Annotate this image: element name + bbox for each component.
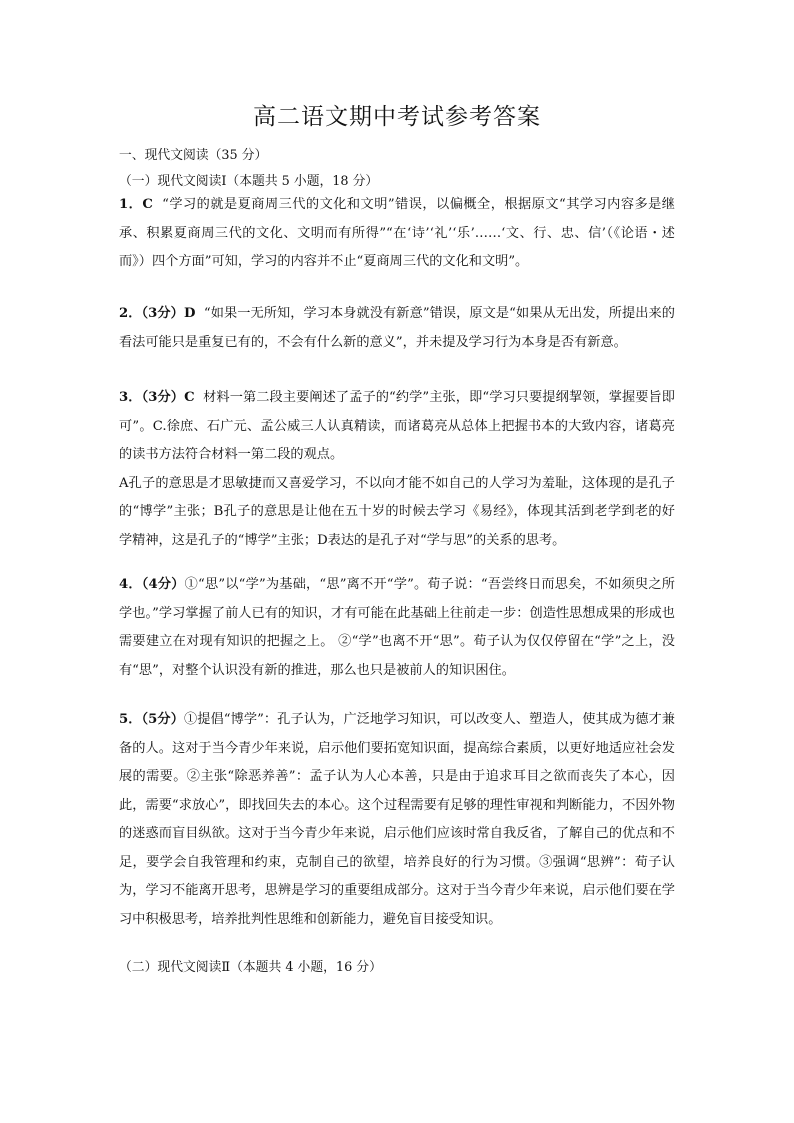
q2-explanation: “如果一无所知，学习本身就没有新意”错误，原文是“如果从无出发，所提出来的看法可能只是重复已有的，不会有什么新的意义”，并未提及学习行为本身是否有新意。 xyxy=(119,306,675,350)
q2-answer: D xyxy=(183,306,196,321)
q4-score: （4分） xyxy=(141,577,185,592)
q5-explanation: ①提倡“博学”：孔子认为，广泛地学习知识，可以改变人、塑造人，使其成为德才兼备的人。这对于当今青少年来说，启示他们要拓宽知识面，提高综合素质，以更好地适应社会发展的需要。②主张“除恶养善”：孟子认为人心本善，只是由于追求耳目之欲而丧失了本心，因此，需要“求放心”，即找回失去的本心。这个过程需要有足够的理性审视和判断能力，不因外物的迷惑而盲目纵欲。这对于当今青少年来说，启示他们应该时常自我反省，了解自己的优点和不足，要学会自我管理和约束，克制自己的欲望，培养良好的行为习惯。③强调“思辨”：荀子认为，学习不能离开思考，思辨是学习的重要组成部分。这对于当今青少年来说，启示他们要在学习中积极思考，培养批判性思维和创新能力，避免盲目接受知识。 xyxy=(119,712,675,927)
answer-3-text xyxy=(119,384,675,470)
section-heading-1: 一、现代文阅读（35 分） xyxy=(119,148,268,163)
subsection-heading-2: （二）现代文阅读Ⅱ（本题共 4 小题，16 分） xyxy=(119,960,382,975)
q1-explanation: “学习的就是夏商周三代的文化和文明”错误，以偏概全，根据原文“其学习内容多是继承、积累夏商周三代的文化、文明而有所得”“在‘诗’‘礼’‘乐’……‘文、行、忠、信’（《论语・述而》）四个方面”可知，学习的内容并不止“夏商周三代的文化和文明”。 xyxy=(119,197,675,269)
answer-4 xyxy=(119,571,675,685)
answer-1 xyxy=(119,191,675,277)
q3-number: 3． xyxy=(119,390,142,405)
q2-number: 2． xyxy=(119,306,142,321)
answer-4-text xyxy=(119,571,675,685)
answer-5 xyxy=(119,706,675,934)
q3-score: （3分） xyxy=(141,390,185,405)
q1-number: 1． xyxy=(119,197,143,212)
q3-explanation: 材料一第二段主要阐述了孟子的“约学”主张，即“学习只要提纲挈领，掌握要旨即可”。C.徐庶、石广元、孟公威三人认真精读，而诸葛亮从总体上把握书本的大致内容，诸葛亮的读书方法符合材料一第二段的观点。 xyxy=(119,390,675,462)
q5-score: （5分） xyxy=(141,712,184,727)
q4-number: 4． xyxy=(119,577,142,592)
subsection-heading-1: （一）现代文阅读Ⅰ（本题共 5 小题，18 分） xyxy=(119,174,379,189)
q1-answer: C xyxy=(142,197,153,212)
answer-1-text xyxy=(119,191,675,277)
q3-answer: C xyxy=(184,390,195,405)
answer-2 xyxy=(119,300,675,357)
answer-2-text xyxy=(119,300,675,357)
q2-score: （3分） xyxy=(141,306,184,321)
page-title: 高二语文期中考试参考答案 xyxy=(253,104,541,130)
answer-5-text xyxy=(119,706,675,934)
q4-explanation: ①“思”以“学”为基础，“思”离不开“学”。荀子说：“吾尝终日而思矣，不如须臾之所学也。”学习掌握了前人已有的知识，才有可能在此基础上往前走一步：创造性思想成果的形成也需要建立在对现有知识的把握之上。 ②“学”也离不开“思”。荀子认为仅仅停留在“学”之上，没有“思”，对整个认识没有新的推进，那么也只是被前人的知识困住。 xyxy=(119,577,675,678)
answer-3-extra: A孔子的意思是才思敏捷而又喜爱学习，不以向才能不如自己的人学习为羞耻，这体现的是孔子的“博学”主张；B孔子的意思是让他在五十岁的时候去学习《易经》，体现其活到老学到老的好学精神，这是孔子的“博学”主张；D表达的是孔子对“学与思”的关系的思考。 xyxy=(119,475,675,548)
q5-number: 5． xyxy=(119,712,142,727)
answer-3 xyxy=(119,384,675,555)
